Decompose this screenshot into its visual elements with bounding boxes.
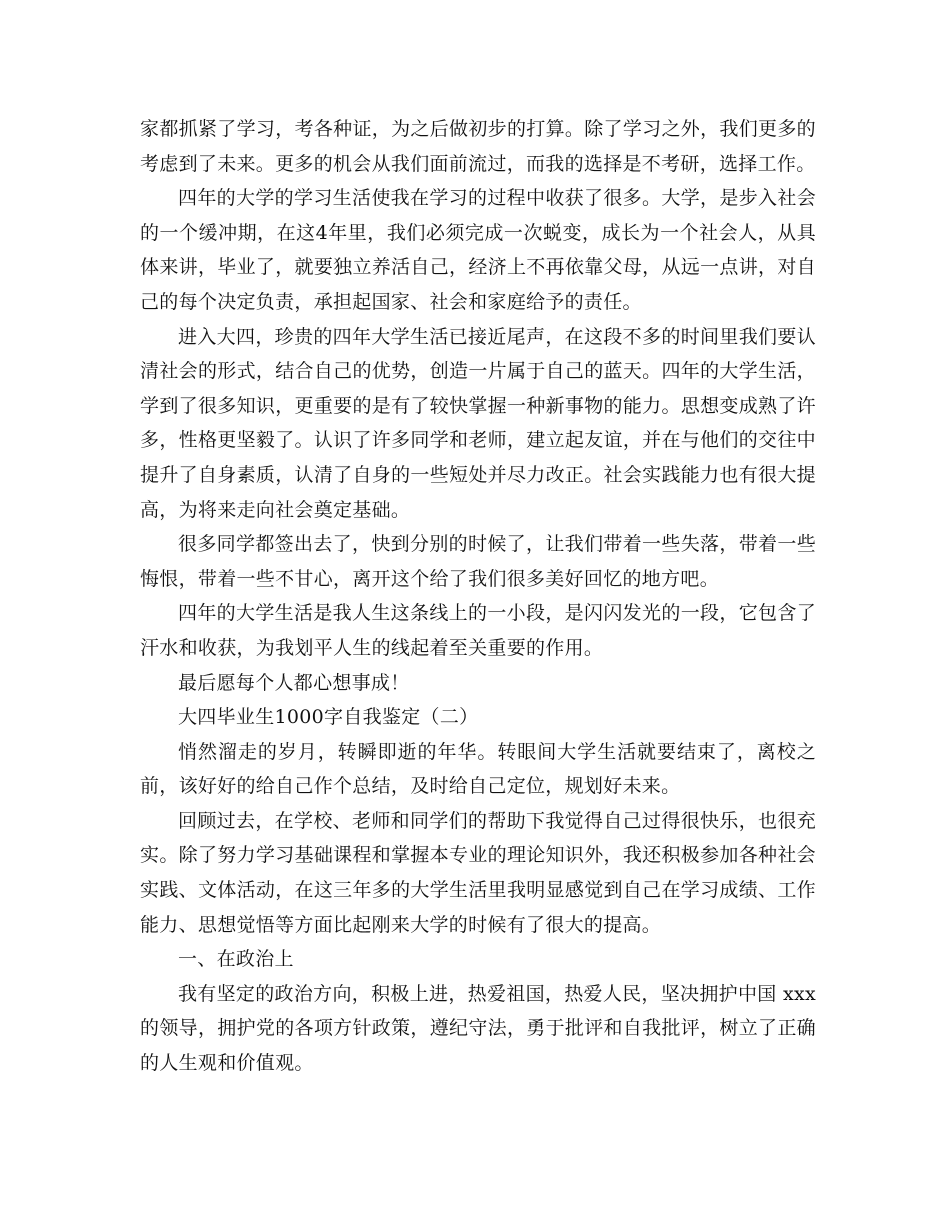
paragraph-5: 四年的大学生活是我人生这条线上的一小段，是闪闪发光的一段，它包含了汗水和收获，为我划平人生的线起着至关重要的作用。 [140,602,816,659]
paragraph-9: 我有坚定的政治方向，积极上进，热爱祖国，热爱人民，坚决拥护中国 xxx 的领导，拥护党的各项方针政策，遵纪守法，勇于批评和自我批评，树立了正确的人生观和价值观。 [140,982,816,1075]
subsection-heading: 一、在政治上 [178,948,294,971]
paragraph-2: 四年的大学的学习生活使我在学习的过程中收获了很多。大学，是步入社会的一个缓冲期，在这4年里，我们必须完成一次蜕变，成长为一个社会人，从具体来讲，毕业了，就要独立养活自己，经济上不再依靠父母，从远一点讲，对自己的每个决定负责，承担起国家、社会和家庭给予的责任。 [140,187,816,313]
section-title: 大四毕业生1000字自我鉴定（二） [178,706,479,729]
paragraph-7: 悄然溜走的岁月，转瞬即逝的年华。转眼间大学生活就要结束了，离校之前，该好好的给自己作个总结，及时给自己定位，规划好未来。 [140,740,816,798]
paragraph-1: 家都抓紧了学习，考各种证，为之后做初步的打算。除了学习之外，我们更多的考虑到了未来。更多的机会从我们面前流过，而我的选择是不考研，选择工作。 [140,118,816,175]
paragraph-6: 最后愿每个人都心想事成！ [178,671,410,694]
paragraph-8: 回顾过去，在学校、老师和同学们的帮助下我觉得自己过得很快乐，也很充实。除了努力学习基础课程和掌握本专业的理论知识外，我还积极参加各种社会实践、文体活动，在这三年多的大学生活里我明显感觉到自己在学习成绩、工作能力、思想觉悟等方面比起刚来大学的时候有了很大的提高。 [140,809,816,936]
paragraph-4: 很多同学都签出去了，快到分别的时候了，让我们带着一些失落，带着一些悔恨，带着一些不甘心，离开这个给了我们很多美好回忆的地方吧。 [140,533,816,590]
paragraph-3: 进入大四，珍贵的四年大学生活已接近尾声，在这段不多的时间里我们要认清社会的形式，结合自己的优势，创造一片属于自己的蓝天。四年的大学生活，学到了很多知识，更重要的是有了较快掌握一种新事物的能力。思想变成熟了许多，性格更坚毅了。认识了许多同学和老师，建立起友谊，并在与他们的交往中提升了自身素质，认清了自身的一些短处并尽力改正。社会实践能力也有很大提高，为将来走向社会奠定基础。 [140,325,816,521]
document-body [140,112,816,1081]
